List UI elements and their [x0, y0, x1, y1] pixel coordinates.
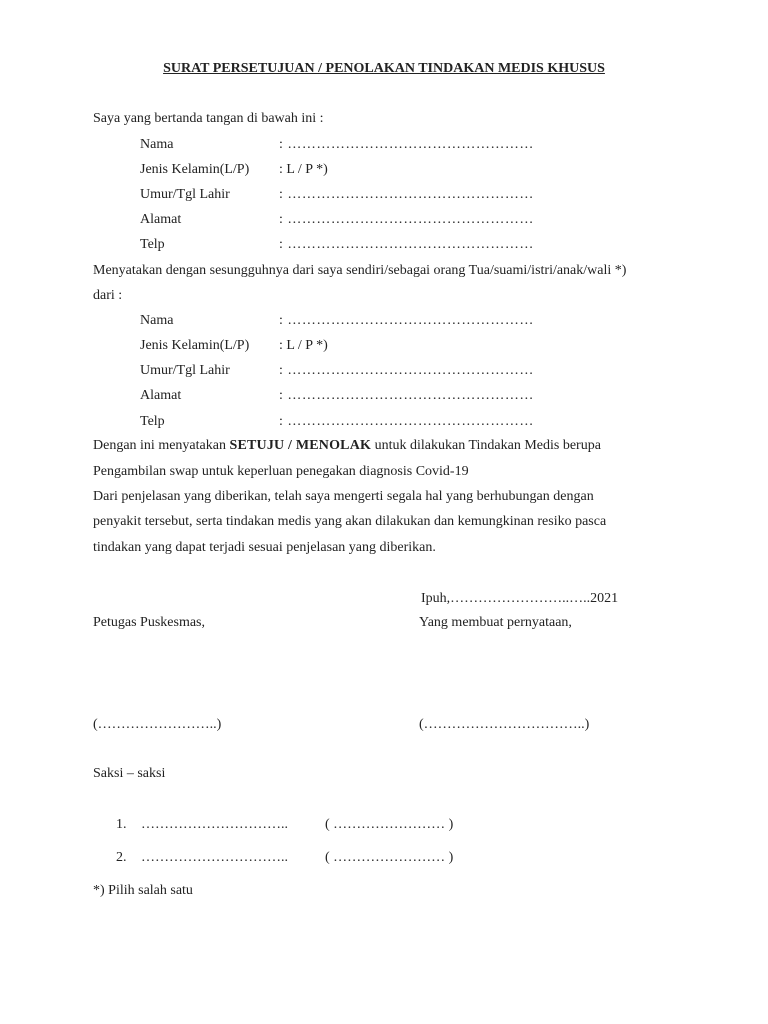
telp-value-2: : …………………………………………… [279, 414, 534, 429]
statement-line-1 [93, 437, 601, 455]
jenis-kelamin-value-2: : L / P *) [279, 338, 328, 353]
statement-line-4: penyakit tersebut, serta tindakan medis yang akan dilakukan dan kemungkinan resiko pasca [93, 514, 607, 529]
alamat-value-2: : …………………………………………… [279, 388, 534, 403]
nama-value: : …………………………………………… [279, 137, 534, 152]
witness-sign-1: ( …………………… ) [325, 817, 454, 832]
jenis-kelamin-value: : L / P *) [279, 162, 328, 177]
place-date: Ipuh,……………………..…..2021 [421, 591, 619, 606]
witness-name-1: ………………………….. [141, 817, 288, 832]
alamat-label: Alamat [140, 212, 182, 227]
officer-label: Petugas Puskesmas, [93, 615, 205, 630]
nama-label-2: Nama [140, 313, 174, 328]
witness-number-1: 1. [116, 817, 127, 832]
nama-value-2: : …………………………………………… [279, 313, 534, 328]
jenis-kelamin-label: Jenis Kelamin(L/P) [140, 162, 250, 177]
umur-value: : …………………………………………… [279, 187, 534, 202]
witness-sign-2: ( …………………… ) [325, 850, 454, 865]
statement-prefix: Dengan ini menyatakan [93, 438, 230, 453]
alamat-label-2: Alamat [140, 388, 182, 403]
witness-number-2: 2. [116, 850, 127, 865]
officer-signature-blank: (……………………..) [93, 717, 222, 732]
intro-text: Saya yang bertanda tangan di bawah ini : [93, 111, 324, 126]
declaration-line-1: Menyatakan dengan sesungguhnya dari saya sendiri/sebagai orang Tua/suami/istri/anak/wali *) [93, 263, 627, 278]
statement-suffix: untuk dilakukan Tindakan Medis berupa [371, 438, 601, 453]
statement-choice: SETUJU / MENOLAK [229, 438, 372, 453]
statement-line-3: Dari penjelasan yang diberikan, telah saya mengerti segala hal yang berhubungan dengan [93, 489, 594, 504]
telp-label: Telp [140, 237, 165, 252]
alamat-value: : …………………………………………… [279, 212, 534, 227]
telp-value: : …………………………………………… [279, 237, 534, 252]
nama-label: Nama [140, 137, 174, 152]
declarant-label: Yang membuat pernyataan, [419, 615, 572, 630]
statement-line-2: Pengambilan swap untuk keperluan penegakan diagnosis Covid-19 [93, 464, 469, 479]
declarant-signature-blank: (……………………………..) [419, 717, 590, 732]
statement-line-5: tindakan yang dapat terjadi sesuai penjelasan yang diberikan. [93, 540, 436, 555]
umur-label-2: Umur/Tgl Lahir [140, 363, 230, 378]
telp-label-2: Telp [140, 414, 165, 429]
witness-heading: Saksi – saksi [93, 766, 166, 781]
document-title: SURAT PERSETUJUAN / PENOLAKAN TINDAKAN MEDIS KHUSUS [163, 61, 605, 76]
jenis-kelamin-label-2: Jenis Kelamin(L/P) [140, 338, 250, 353]
umur-value-2: : …………………………………………… [279, 363, 534, 378]
footnote: *) Pilih salah satu [93, 883, 193, 898]
declaration-line-2: dari : [93, 288, 123, 303]
witness-name-2: ………………………….. [141, 850, 288, 865]
umur-label: Umur/Tgl Lahir [140, 187, 230, 202]
